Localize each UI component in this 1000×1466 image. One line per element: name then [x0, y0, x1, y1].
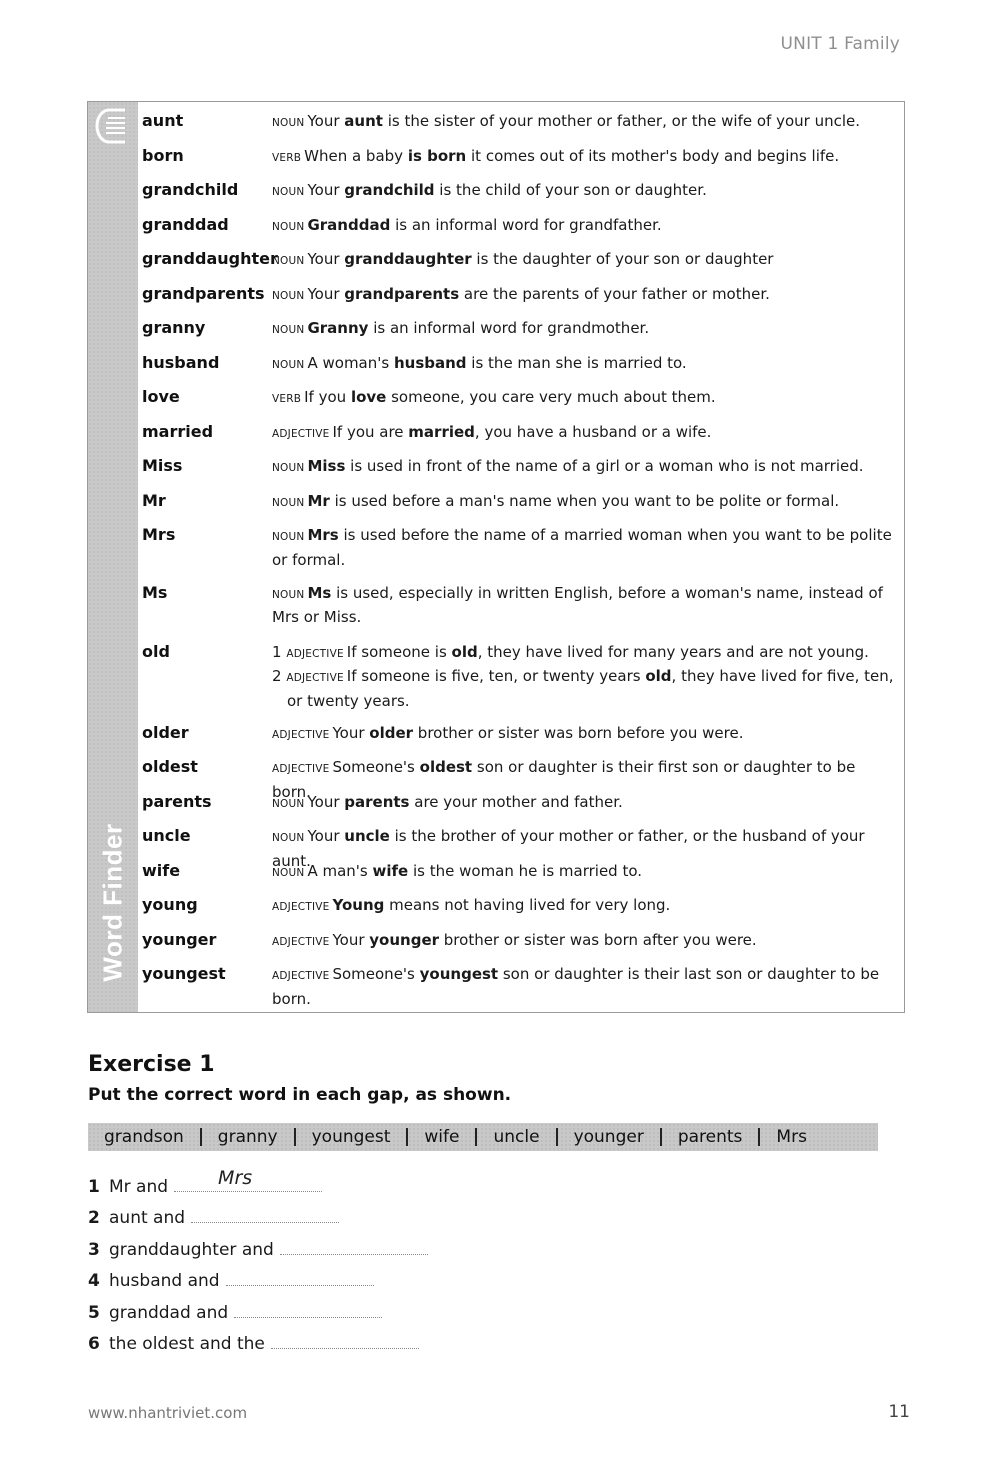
definition-text: Your — [307, 250, 345, 268]
definition — [272, 722, 896, 757]
headword: granddad — [142, 214, 229, 234]
bold-term: Young — [332, 896, 385, 914]
part-of-speech: NOUN — [272, 324, 305, 336]
definition-text: is the woman he is married to. — [408, 861, 643, 880]
exercise-instruction: Put the correct word in each gap, as shown. — [88, 1085, 512, 1105]
sense — [272, 860, 896, 885]
item-prompt: aunt and — [109, 1208, 186, 1228]
bold-term: Miss — [307, 457, 346, 475]
headword: husband — [142, 352, 220, 372]
sense — [272, 791, 896, 816]
headword: grandparents — [142, 283, 265, 303]
definition-text: If someone is five, ten, or twenty years — [346, 667, 646, 685]
word-bank-item: Mrs — [776, 1127, 807, 1147]
definition-text: Your — [307, 181, 345, 199]
definition-text: Someone's — [332, 758, 420, 776]
definition — [272, 929, 896, 964]
answer-text: Mrs — [218, 1166, 253, 1189]
item-prompt: Mr and — [109, 1176, 169, 1197]
page-number: 11 — [888, 1402, 910, 1422]
headword: Mrs — [142, 525, 176, 544]
headword: married — [142, 421, 214, 441]
bold-term: husband — [393, 353, 467, 372]
part-of-speech: NOUN — [272, 531, 305, 543]
entry-parents — [142, 791, 896, 826]
definition-text: A woman's — [307, 353, 394, 372]
sense — [272, 722, 896, 747]
headword: love — [142, 387, 180, 406]
definition-text: son or daughter is their first son or daughter to be born. — [272, 758, 856, 801]
definition-text: someone, you care very much about them. — [386, 388, 716, 406]
part-of-speech: NOUN — [272, 220, 305, 233]
word-bank-item: granny — [217, 1127, 278, 1147]
definition-text: is the child of your son or daughter. — [434, 181, 707, 199]
part-of-speech: ADJECTIVE — [272, 728, 330, 741]
entry-love — [142, 386, 896, 421]
bold-term: Granddad — [307, 215, 391, 234]
sense-number: 1 — [272, 642, 282, 661]
definition — [272, 283, 896, 318]
bold-term: old — [645, 667, 672, 685]
sense — [272, 145, 896, 170]
word-bank — [88, 1123, 878, 1151]
word-bank-item: parents — [677, 1127, 743, 1147]
bold-term: old — [451, 642, 478, 661]
sense — [272, 963, 896, 1010]
part-of-speech: NOUN — [272, 255, 305, 267]
headword: Ms — [142, 582, 168, 602]
part-of-speech: NOUN — [272, 462, 305, 474]
sense — [272, 524, 896, 571]
entry-ms — [142, 582, 896, 641]
word-bank-item: grandson — [104, 1127, 184, 1147]
definition — [272, 455, 896, 490]
item-prompt: husband and — [109, 1271, 220, 1291]
headword: wife — [142, 860, 181, 880]
sense — [272, 421, 896, 446]
entry-born — [142, 145, 896, 180]
part-of-speech: VERB — [272, 393, 302, 405]
entry-youngest — [142, 963, 896, 1008]
definition-text: , they have lived for five, ten, or twenty years. — [287, 667, 894, 710]
definition-text: is an informal word for grandmother. — [368, 319, 650, 337]
headword: born — [142, 145, 184, 165]
headword: oldest — [142, 757, 198, 776]
part-of-speech: NOUN — [272, 832, 305, 844]
entry-grandchild — [142, 179, 896, 214]
exercise-title: Exercise 1 — [88, 1052, 215, 1077]
sense — [272, 929, 896, 954]
definition — [272, 963, 896, 1008]
definition-text: is used before the name of a married woman when you want to be polite or formal. — [272, 526, 892, 569]
bold-term: younger — [369, 930, 440, 949]
definition-text: When a baby — [304, 146, 408, 165]
entry-mr — [142, 490, 896, 525]
sense — [272, 179, 896, 204]
definition-text: means not having lived for very long. — [384, 896, 671, 914]
definition-text: is the sister of your mother or father, or the wife of your uncle. — [382, 112, 860, 130]
definition-text: are the parents of your father or mother. — [459, 284, 770, 303]
sense-number: 2 — [272, 667, 282, 685]
entry-young — [142, 894, 896, 929]
bold-term: aunt — [344, 112, 383, 130]
definition — [272, 110, 896, 145]
definition-text: Your — [307, 827, 345, 845]
entry-grandparents — [142, 283, 896, 318]
part-of-speech: ADJECTIVE — [286, 647, 344, 660]
sense — [272, 352, 896, 377]
item-number: 5 — [88, 1302, 100, 1323]
definition — [272, 641, 896, 722]
headword: younger — [142, 929, 217, 949]
answer-gap[interactable] — [191, 1202, 339, 1223]
answer-gap[interactable] — [174, 1166, 322, 1192]
word-bank-item: youngest — [311, 1127, 391, 1147]
part-of-speech: ADJECTIVE — [272, 763, 330, 775]
bold-term: Mr — [307, 491, 330, 510]
definition — [272, 145, 896, 180]
definition-text: is the brother of your mother or father, or the husband of your aunt. — [272, 827, 865, 870]
definition-text: is the daughter of your son or daughter — [471, 250, 774, 268]
exercise-item — [88, 1323, 428, 1355]
definition — [272, 582, 896, 641]
bold-term: oldest — [419, 758, 473, 776]
definition-text: are your mother and father. — [409, 792, 623, 811]
definition-text: is used, especially in written English, before a woman's name, instead of Mrs or Miss. — [272, 583, 883, 626]
bold-term: married — [408, 422, 475, 441]
part-of-speech: ADJECTIVE — [272, 935, 330, 948]
definition-text: is an informal word for grandfather. — [390, 215, 662, 234]
item-number: 4 — [88, 1271, 100, 1291]
word-bank-item: uncle — [493, 1127, 540, 1147]
headword: aunt — [142, 111, 184, 130]
definition — [272, 756, 896, 801]
headword: old — [142, 641, 170, 661]
definition-text: If you are — [332, 422, 409, 441]
sense — [272, 894, 896, 919]
sense — [272, 110, 896, 135]
sense — [272, 317, 896, 342]
sense — [272, 248, 896, 273]
word-finder-label: Word Finder — [97, 822, 128, 982]
headword: older — [142, 722, 189, 742]
item-number: 6 — [88, 1334, 100, 1354]
definition-text: Your — [332, 930, 370, 949]
exercise-item — [88, 1260, 428, 1292]
item-number: 3 — [88, 1239, 100, 1260]
entry-old — [142, 641, 896, 722]
entry-granddaughter — [142, 248, 896, 283]
definition — [272, 894, 896, 929]
entry-older — [142, 722, 896, 757]
definition-text: is used before a man's name when you want to be polite or formal. — [329, 491, 840, 510]
headword: uncle — [142, 826, 191, 845]
definition-text: is the man she is married to. — [466, 353, 687, 372]
entry-wife — [142, 860, 896, 895]
bold-term: uncle — [344, 827, 390, 845]
bold-term: is born — [407, 146, 467, 165]
unit-header: UNIT 1 Family — [780, 34, 900, 54]
definition-text: is used in front of the name of a girl or a woman who is not married. — [345, 457, 864, 475]
entry-younger — [142, 929, 896, 964]
part-of-speech: ADJECTIVE — [272, 970, 330, 982]
book-icon — [95, 106, 131, 146]
definition-text: , they have lived for many years and are not young. — [477, 642, 869, 661]
part-of-speech: NOUN — [272, 358, 305, 371]
bold-term: grandparents — [344, 284, 460, 303]
part-of-speech: NOUN — [272, 117, 305, 129]
entry-miss — [142, 455, 896, 490]
definition — [272, 825, 896, 870]
definition — [272, 421, 896, 456]
answer-gap[interactable] — [226, 1265, 374, 1286]
item-number: 2 — [88, 1208, 100, 1228]
definition — [272, 791, 896, 826]
definition-text: Someone's — [332, 965, 420, 983]
part-of-speech: VERB — [272, 151, 302, 164]
entry-married — [142, 421, 896, 456]
part-of-speech: NOUN — [272, 588, 305, 601]
definition-text: Your — [307, 284, 345, 303]
definition-text: If you — [304, 388, 351, 406]
part-of-speech: ADJECTIVE — [272, 427, 330, 440]
definition-text: it comes out of its mother's body and begins life. — [466, 146, 840, 165]
part-of-speech: NOUN — [272, 496, 305, 509]
part-of-speech: ADJECTIVE — [286, 672, 344, 684]
entry-mrs — [142, 524, 896, 582]
exercise-items — [88, 1165, 428, 1354]
sense — [272, 214, 896, 239]
bold-term: granddaughter — [344, 250, 472, 268]
answer-gap[interactable] — [280, 1234, 428, 1255]
definition-text: , you have a husband or a wife. — [474, 422, 712, 441]
exercise-item — [88, 1291, 428, 1323]
definition-text: brother or sister was born after you were. — [439, 930, 757, 949]
definition-text: Your — [332, 723, 370, 742]
definition — [272, 214, 896, 249]
sense — [272, 283, 896, 308]
definition — [272, 352, 896, 387]
definition — [272, 524, 896, 582]
headword: Miss — [142, 456, 183, 475]
word-finder-band — [88, 102, 138, 1012]
entry-granddad — [142, 214, 896, 249]
definition-text: Your — [307, 112, 345, 130]
part-of-speech: ADJECTIVE — [272, 901, 330, 913]
entry-aunt — [142, 110, 896, 145]
definition-text: A man's — [307, 861, 373, 880]
part-of-speech: NOUN — [272, 289, 305, 302]
bold-term: youngest — [419, 965, 499, 983]
definition — [272, 860, 896, 895]
exercise-item — [88, 1165, 428, 1197]
sense — [272, 665, 896, 712]
definition-text: If someone is — [346, 642, 452, 661]
definition — [272, 386, 896, 421]
sense — [272, 641, 896, 666]
word-bank-item: wife — [424, 1127, 460, 1147]
answer-gap[interactable] — [234, 1297, 382, 1318]
headword: granddaughter — [142, 249, 278, 268]
definition-text: brother or sister was born before you were. — [413, 723, 744, 742]
bold-term: love — [350, 388, 387, 406]
bold-term: wife — [372, 861, 409, 880]
sense — [272, 490, 896, 515]
part-of-speech: NOUN — [272, 797, 305, 810]
definition — [272, 179, 896, 214]
bold-term: grandchild — [344, 181, 435, 199]
headword: youngest — [142, 964, 226, 983]
item-prompt: granddad and — [109, 1302, 229, 1323]
word-bank-item: younger — [573, 1127, 644, 1147]
headword: granny — [142, 318, 206, 337]
exercise-item — [88, 1228, 428, 1260]
definition — [272, 490, 896, 525]
sense — [272, 386, 896, 411]
definition — [272, 248, 896, 283]
word-finder-box — [87, 101, 905, 1013]
part-of-speech: NOUN — [272, 866, 305, 879]
headword: grandchild — [142, 180, 239, 199]
entry-husband — [142, 352, 896, 387]
bold-term: parents — [344, 792, 410, 811]
exercise-item — [88, 1197, 428, 1229]
item-prompt: the oldest and the — [109, 1334, 265, 1354]
definition-text: son or daughter is their last son or daughter to be born. — [272, 965, 880, 1008]
entry-granny — [142, 317, 896, 352]
definition-text: Your — [307, 792, 345, 811]
item-number: 1 — [88, 1176, 100, 1197]
sense — [272, 455, 896, 480]
item-prompt: granddaughter and — [109, 1239, 274, 1260]
bold-term: Granny — [307, 319, 369, 337]
headword: parents — [142, 791, 212, 811]
word-finder-list — [142, 110, 896, 1008]
bold-term: older — [369, 723, 414, 742]
sense — [272, 582, 896, 629]
part-of-speech: NOUN — [272, 186, 305, 198]
footer-url: www.nhantriviet.com — [88, 1404, 248, 1422]
headword: young — [142, 895, 198, 914]
headword: Mr — [142, 490, 166, 510]
bold-term: Mrs — [307, 526, 339, 544]
definition — [272, 317, 896, 352]
answer-gap[interactable] — [271, 1328, 419, 1349]
bold-term: Ms — [307, 583, 332, 602]
